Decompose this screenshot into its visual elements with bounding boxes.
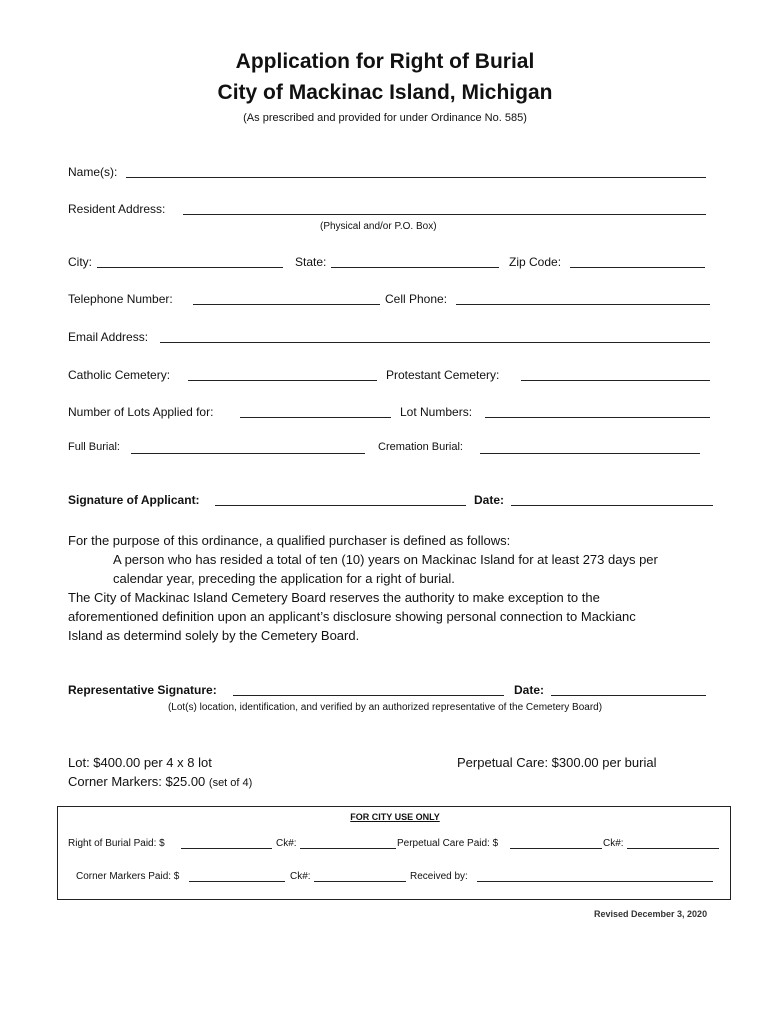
date-label: Date: xyxy=(474,493,505,507)
form-title: Application for Right of Burial xyxy=(235,50,535,73)
email-label: Email Address: xyxy=(68,330,149,344)
representative-signature-label: Representative Signature: xyxy=(68,683,217,697)
ck3-field[interactable] xyxy=(314,881,406,882)
address-note: (Physical and/or P.O. Box) xyxy=(320,221,437,232)
ordinance-definition-line2: calendar year, preceding the application for a right of burial. xyxy=(113,571,455,586)
received-by-field[interactable] xyxy=(477,881,713,882)
lot-price: Lot: $400.00 per 4 x 8 lot xyxy=(68,755,212,770)
ordinance-exception-line3: Island as determind solely by the Cemetery Board. xyxy=(68,628,360,643)
corner-markers-price xyxy=(68,774,252,789)
catholic-cemetery-field[interactable] xyxy=(188,380,377,381)
resident-address-field[interactable] xyxy=(183,214,706,215)
form-subtitle-city: City of Mackinac Island, Michigan xyxy=(217,81,553,104)
catholic-cemetery-label: Catholic Cemetery: xyxy=(68,368,171,382)
cell-phone-label: Cell Phone: xyxy=(385,292,448,306)
ck3-label: Ck#: xyxy=(290,871,311,882)
corner-markers-paid-field[interactable] xyxy=(189,881,285,882)
resident-address-label: Resident Address: xyxy=(68,202,166,216)
revision-date: Revised December 3, 2020 xyxy=(594,909,708,919)
lot-numbers-field[interactable] xyxy=(485,417,710,418)
city-label: City: xyxy=(68,255,92,269)
ck2-label: Ck#: xyxy=(603,838,624,849)
lot-numbers-label: Lot Numbers: xyxy=(400,405,473,419)
perpetual-care-price: Perpetual Care: $300.00 per burial xyxy=(457,755,657,770)
ordinance-intro: For the purpose of this ordinance, a qualified purchaser is defined as follows: xyxy=(68,533,511,548)
perpetual-care-paid-field[interactable] xyxy=(510,848,602,849)
ck2-field[interactable] xyxy=(627,848,719,849)
telephone-field[interactable] xyxy=(193,304,380,305)
zip-field[interactable] xyxy=(570,267,705,268)
city-field[interactable] xyxy=(97,267,283,268)
ordinance-definition-line1: A person who has resided a total of ten (10) years on Mackinac Island for at least 273 days per xyxy=(113,552,658,567)
number-of-lots-field[interactable] xyxy=(240,417,391,418)
ordinance-exception-line2: aforementioned definition upon an applicant’s disclosure showing personal connection to Mackianc xyxy=(68,609,636,624)
signature-field[interactable] xyxy=(215,505,466,506)
ordinance-reference: (As prescribed and provided for under Ordinance No. 585) xyxy=(243,112,527,124)
state-field[interactable] xyxy=(331,267,499,268)
email-field[interactable] xyxy=(160,342,710,343)
representative-signature-field[interactable] xyxy=(233,695,504,696)
ck1-label: Ck#: xyxy=(276,838,297,849)
protestant-cemetery-field[interactable] xyxy=(521,380,710,381)
state-label: State: xyxy=(295,255,327,269)
representative-note: (Lot(s) location, identification, and verified by an authorized representative of the Cemetery Board) xyxy=(167,702,603,713)
corner-markers-paid-label: Corner Markers Paid: $ xyxy=(76,871,180,882)
right-of-burial-paid-field[interactable] xyxy=(181,848,272,849)
full-burial-label: Full Burial: xyxy=(68,441,120,453)
full-burial-field[interactable] xyxy=(131,453,365,454)
representative-date-field[interactable] xyxy=(551,695,706,696)
names-field[interactable] xyxy=(126,177,706,178)
zip-label: Zip Code: xyxy=(509,255,562,269)
perpetual-care-paid-label: Perpetual Care Paid: $ xyxy=(397,838,499,849)
cell-phone-field[interactable] xyxy=(456,304,710,305)
telephone-label: Telephone Number: xyxy=(68,292,173,306)
ck1-field[interactable] xyxy=(300,848,396,849)
right-of-burial-paid-label: Right of Burial Paid: $ xyxy=(68,838,165,849)
cremation-burial-field[interactable] xyxy=(480,453,700,454)
corner-markers-price-text: Corner Markers: $25.00 xyxy=(68,774,206,789)
cremation-burial-label: Cremation Burial: xyxy=(378,441,463,453)
ordinance-exception-line1: The City of Mackinac Island Cemetery Board reserves the authority to make exception to the xyxy=(68,590,600,605)
protestant-cemetery-label: Protestant Cemetery: xyxy=(386,368,500,382)
names-label: Name(s): xyxy=(68,165,118,179)
city-use-heading: FOR CITY USE ONLY xyxy=(350,812,440,822)
signature-label: Signature of Applicant: xyxy=(68,493,200,507)
number-of-lots-label: Number of Lots Applied for: xyxy=(68,405,214,419)
corner-markers-set-note: (set of 4) xyxy=(208,777,253,789)
date-field[interactable] xyxy=(511,505,713,506)
representative-date-label: Date: xyxy=(514,683,545,697)
received-by-label: Received by: xyxy=(410,871,468,882)
